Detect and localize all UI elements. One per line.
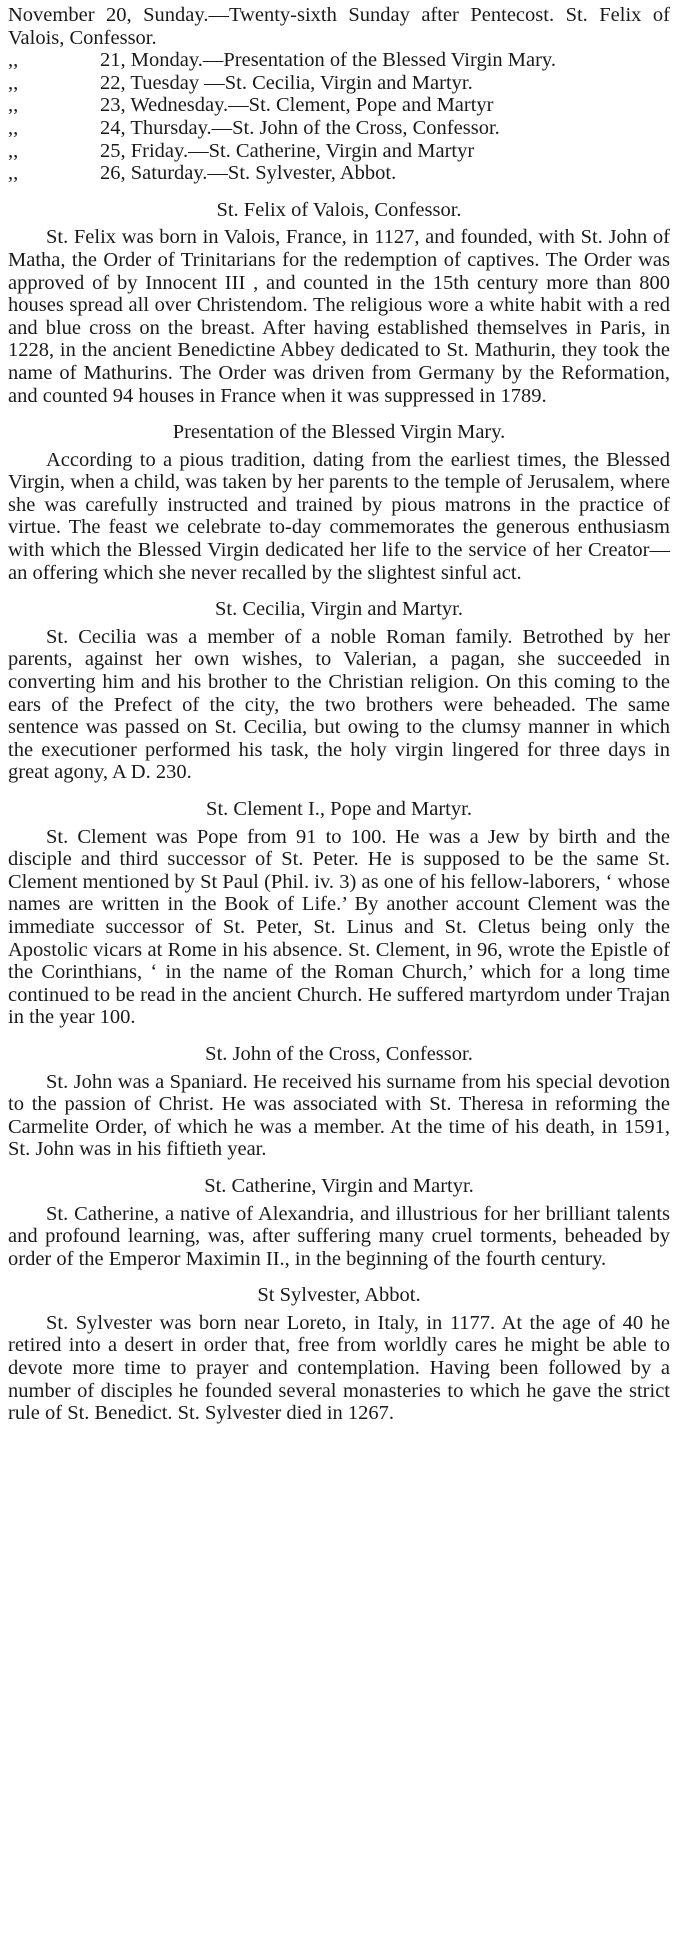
calendar-entry bbox=[8, 162, 670, 185]
calendar-date: 22, bbox=[100, 71, 126, 94]
section-body: St. Sylvester was born near Loreto, in Italy, in 1177. At the age of 40 he retired into a desert in order that, free from worldly cares he might be able to devote more time to prayer and contemplation. Having been followed by a number of disciples he founded several monasteries to which he gave the strict rule of St. Benedict. St. Sylvester died in 1267. bbox=[8, 1311, 670, 1425]
calendar-text: Tuesday —St. Cecilia, Virgin and Martyr. bbox=[130, 71, 473, 94]
calendar-date: 25, bbox=[100, 139, 126, 162]
ditto-mark: ,, bbox=[8, 162, 19, 185]
ditto-mark: ,, bbox=[8, 94, 19, 117]
section-body: According to a pious tradition, dating from the earliest times, the Blessed Virgin, when a child, was taken by her parents to the temple of Jerusalem, where she was carefully instructed and trained by pious matrons in the practice of virtue. The feast we celebrate to-day commemorates the generous enthusiasm with which the Blessed Virgin dedicated her life to the service of her Creator—an offering which she never recalled by the slightest sinful act. bbox=[8, 448, 670, 584]
calendar-date: 23, bbox=[100, 94, 126, 117]
calendar-entry bbox=[8, 117, 670, 140]
section-heading: St. Catherine, Virgin and Martyr. bbox=[204, 1174, 474, 1197]
section-body: St. Catherine, a native of Alexandria, and illustrious for her brilliant talents and profound learning, was, after suffering many cruel torments, beheaded by order of the Emperor Maximin II., in the beginning of the fourth century. bbox=[8, 1202, 670, 1270]
liturgical-calendar bbox=[8, 4, 670, 185]
section-heading: St Sylvester, Abbot. bbox=[257, 1284, 421, 1307]
section-body: St. Felix was born in Valois, France, in 1127, and founded, with St. John of Matha, the Order of Trinitarians for the redemption of captives. The Order was approved of by Innocent III , and counted in the 15th century more than 800 houses spread all over Christendom. The religious wore a white habit with a red and blue cross on the breast. After having established themselves in Paris, in 1228, in the ancient Benedictine Abbey dedicated to St. Mathurin, they took the name of Mathurins. The Order was driven from Germany by the Reformation, and counted 94 houses in France when it was suppressed in 1789. bbox=[8, 226, 670, 407]
calendar-text: Monday.—Presentation of the Blessed Virgin Mary. bbox=[130, 49, 556, 72]
calendar-text: Thursday.—St. John of the Cross, Confessor. bbox=[130, 116, 500, 139]
section-heading: St. John of the Cross, Confessor. bbox=[205, 1042, 473, 1065]
calendar-entry bbox=[8, 4, 670, 49]
ditto-mark: ,, bbox=[8, 71, 19, 94]
section-heading: St. Cecilia, Virgin and Martyr. bbox=[215, 598, 463, 621]
calendar-date: November 20, bbox=[8, 4, 132, 26]
calendar-entry bbox=[8, 49, 670, 72]
section-heading: St. Felix of Valois, Confessor. bbox=[216, 198, 462, 221]
calendar-text: Saturday.—St. Sylvester, Abbot. bbox=[130, 162, 397, 185]
calendar-date: 26, bbox=[100, 162, 126, 185]
section-heading: St. Clement I., Pope and Martyr. bbox=[206, 798, 472, 820]
calendar-text: Wednesday.—St. Clement, Pope and Martyr bbox=[130, 94, 494, 117]
section-body: St. Clement was Pope from 91 to 100. He was a Jew by birth and the disciple and third successor of St. Peter. He is supposed to be the same St. Clement mentioned by St Paul (Phil. iv. 3) as one of his fellow-laborers, ‘ whose names are written in the Book of Life.’ By another account Clement was the immediate successor of St. Peter, St. Linus and St. Cletus being only the Apostolic vicars at Rome in his absence. St. Clement, in 96, wrote the Epistle of the Corinthians, ‘ in the name of the Roman Church,’ which for a long time continued to be read in the ancient Church. He suffered martyrdom under Trajan in the year 100. bbox=[8, 825, 670, 1029]
ditto-mark: ,, bbox=[8, 49, 19, 72]
calendar-date: 21, bbox=[100, 49, 126, 72]
calendar-text: Sunday.—Twenty-sixth Sunday after Pentecost. St. Felix of Valois, Confessor. bbox=[8, 4, 671, 49]
ditto-mark: ,, bbox=[8, 116, 19, 139]
ditto-mark: ,, bbox=[8, 139, 19, 162]
calendar-date: 24, bbox=[100, 116, 126, 139]
calendar-entry bbox=[8, 140, 670, 163]
calendar-text: Friday.—St. Catherine, Virgin and Martyr bbox=[130, 139, 475, 162]
section-body: St. John was a Spaniard. He received his surname from his special devotion to the passion of Christ. He was associated with St. Theresa in reforming the Carmelite Order, of which he was a member. At the time of his death, in 1591, St. John was in his fiftieth year. bbox=[8, 1070, 670, 1161]
calendar-entry bbox=[8, 94, 670, 117]
section-heading: Presentation of the Blessed Virgin Mary. bbox=[172, 421, 506, 444]
calendar-entry bbox=[8, 72, 670, 95]
section-body: St. Cecilia was a member of a noble Roman family. Betrothed by her parents, against her own wishes, to Valerian, a pagan, she succeeded in converting him and his brother to the Christian religion. On this coming to the ears of the Prefect of the city, the two brothers were beheaded. The same sentence was passed on St. Cecilia, but owing to the clumsy manner in which the executioner performed his task, the holy virgin lingered for three days in great agony, A D. 230. bbox=[8, 625, 670, 784]
